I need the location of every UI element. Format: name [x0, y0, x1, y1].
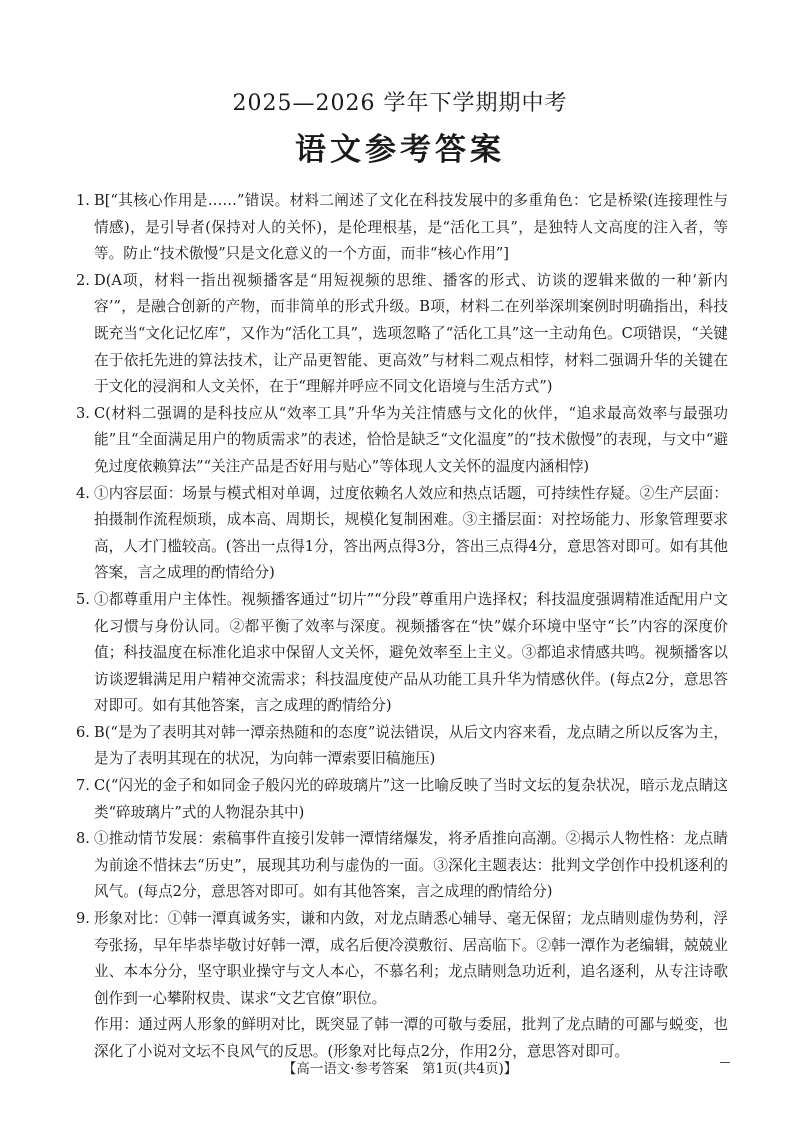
page-footer: 【高一语文·参考答案 第1页(共4页)】 — [282, 1061, 518, 1077]
answer-text-effect: 作用：通过两人形象的鲜明对比，既突显了韩一潭的可敬与委屈，批判了龙点睛的可鄙与蜕变，也深化了小说对文坛不良风气的反思。(形象对比每点2分，作用2分，意思答对即可。 — [94, 1016, 728, 1060]
answer-number: 9. — [76, 910, 90, 928]
answer-number: 4. — [76, 484, 90, 502]
answer-number: 1. — [76, 192, 90, 209]
answer-text: D(A项，材料一指出视频播客是“用短视频的思维、播客的形式、访谈的逻辑来做的一种‘新内容’”，是融合创新的产物，而非简单的形式升级。B项，材料二在列举深圳案例时明确指出，科技既充当“文化记忆库”，又作为“活化工具”，选项忽略了“活化工具”这一主动角色。C项错误，“关键在于依托先进的算法技术，让产品更智能、更高效”与材料二观点相悖，材料二强调升华的关键在于文化的浸润和人文关怀，在于“理解并呼应不同文化语境与生活方式”) — [94, 271, 728, 396]
answer-text: ①都尊重用户主体性。视频播客通过“切片”“分段”尊重用户选择权；科技温度强调精准适配用户文化习惯与身份认同。②都平衡了效率与深度。视频播客在“快”媒介环境中坚守“长”内容的深度价值；科技温度在标准化追求中保留人文关怀，避免效率至上主义。③都追求情感共鸣。视频播客以访谈逻辑满足用户精神交流需求；科技温度使产品从功能工具升华为情感伙伴。(每点2分，意思答对即可。如有其他答案，言之成理的酌情给分) — [94, 590, 728, 715]
answer-number: 8. — [76, 830, 90, 848]
answer-item-6 — [76, 720, 728, 773]
answer-text: C(材料二强调的是科技应从“效率工具”升华为关注情感与文化的伙伴，“追求最高效率与最强功能”且“全面满足用户的物质需求”的表述，恰恰是缺乏“文化温度”的“技术傲慢”的表现，与文中“避免过度依赖算法”“关注产品是否好用与贴心”等体现人文关怀的温度内涵相悖) — [94, 404, 728, 475]
answer-number: 6. — [76, 723, 90, 741]
answer-key-heading: 语文参考答案 — [295, 132, 505, 168]
answer-text: C(“闪光的金子和如同金子般闪光的碎玻璃片”这一比喻反映了当时文坛的复杂状况，暗示龙点睛这类“碎玻璃片”式的人物混杂其中) — [94, 777, 728, 821]
answer-text: B[“其核心作用是……”错误。材料二阐述了文化在科技发展中的多重角色：它是桥梁(连接理性与情感)，是引导者(保持对人的关怀)，是伦理根基，是“活化工具”，是独特人文高度的注入者，等等。防止“技术傲慢”只是文化意义的一个方面，而非“核心作用”] — [94, 192, 728, 263]
answer-item-8 — [76, 826, 728, 906]
corner-mark — [720, 1062, 730, 1063]
answer-item-7 — [76, 773, 728, 826]
exam-title: 2025—2026 学年下学期期中考 — [232, 91, 568, 116]
answer-text: ①推动情节发展：索稿事件直接引发韩一潭情绪爆发，将矛盾推向高潮。②揭示人物性格：龙点睛为前途不惜抹去“历史”，展现其功利与虚伪的一面。③深化主题表达：批判文学创作中投机逐利的风气。(每点2分，意思答对即可。如有其他答案，言之成理的酌情给分) — [94, 830, 728, 901]
answer-list — [76, 188, 728, 1066]
answer-text: ①内容层面：场景与模式相对单调，过度依赖名人效应和热点话题，可持续性存疑。②生产层面：拍摄制作流程烦琐，成本高、周期长，规模化复制困难。③主播层面：对控场能力、形象管理要求高，人才门槛较高。(答出一点得1分，答出两点得3分，答出三点得4分，意思答对即可。如有其他答案，言之成理的酌情给分) — [94, 484, 728, 582]
answer-item-1 — [76, 188, 728, 268]
answer-number: 5. — [76, 590, 90, 608]
answer-item-4 — [76, 481, 728, 587]
answer-number: 7. — [76, 777, 90, 795]
answer-text: 形象对比：①韩一潭真诚务实，谦和内敛，对龙点睛悉心辅导、毫无保留；龙点睛则虚伪势利，浮夸张扬，早年毕恭毕敬讨好韩一潭，成名后便冷漠敷衍、居高临下。②韩一潭作为老编辑，兢兢业业、本本分分，坚守职业操守与文人本心，不慕名利；龙点睛则急功近利，追名逐利，从专注诗歌创作到一心攀附权贵、谋求“文艺官僚”职位。 — [94, 910, 728, 1007]
answer-item-9 — [76, 906, 728, 1066]
answer-number: 3. — [76, 404, 90, 422]
answer-number: 2. — [76, 271, 90, 289]
answer-text: B(“是为了表明其对韩一潭亲热随和的态度”说法错误，从后文内容来看，龙点睛之所以反客为主，是为了表明其现在的状况，为向韩一潭索要旧稿施压) — [94, 723, 728, 768]
answer-item-3 — [76, 401, 728, 481]
answer-item-2 — [76, 268, 728, 401]
answer-item-5 — [76, 587, 728, 720]
